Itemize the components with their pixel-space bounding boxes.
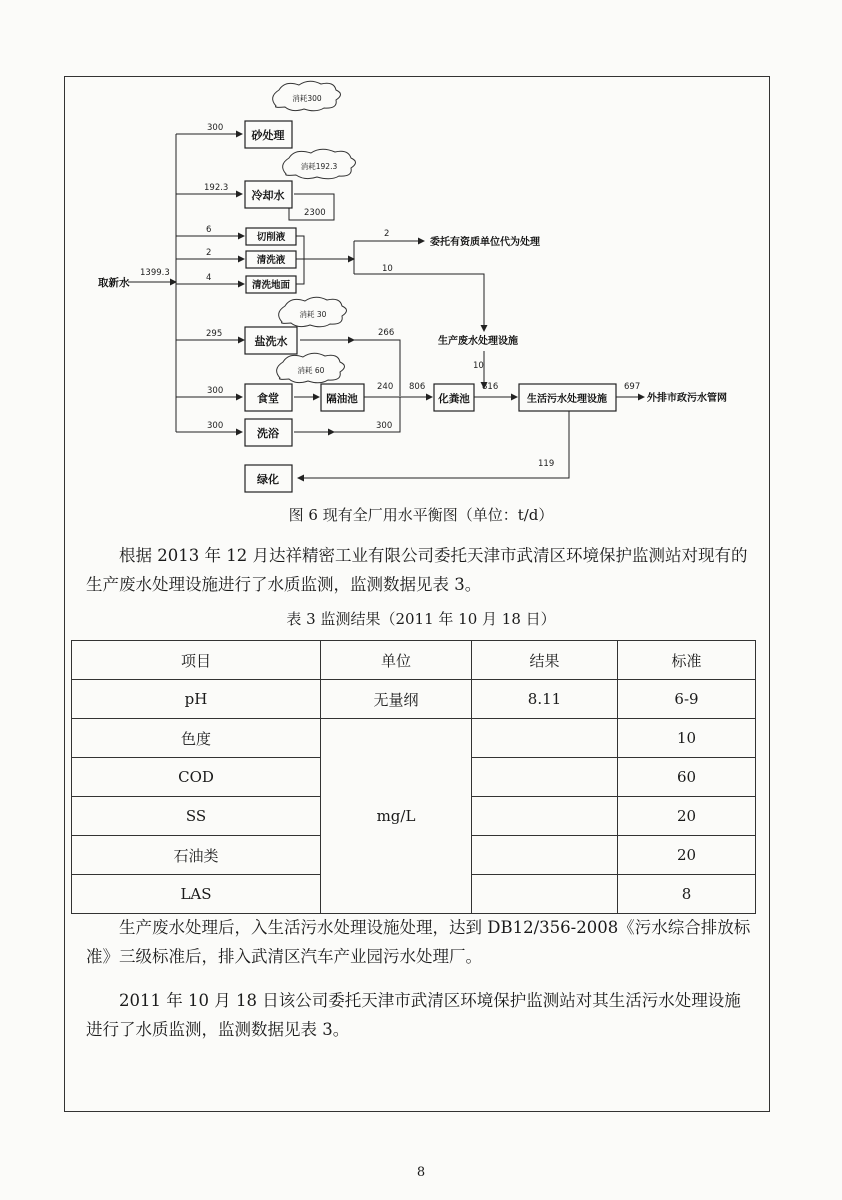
cell-standard: 20 — [618, 797, 756, 836]
table-row — [72, 680, 756, 719]
flow-septic-out: 816 — [482, 382, 499, 392]
cell-result — [472, 797, 618, 836]
flow-cooling: 192.3 — [204, 183, 229, 193]
label-cutting: 切削液 — [256, 232, 286, 243]
label-source: 取新水 — [98, 277, 130, 289]
cell-standard: 60 — [618, 758, 756, 797]
flow-cleaning-fluid: 2 — [206, 248, 212, 258]
label-domestic-treatment: 生活污水处理设施 — [527, 394, 607, 405]
cloud-label-sand: 消耗300 — [292, 94, 322, 103]
flow-sand: 300 — [207, 123, 224, 133]
cloud-label-canteen: 消耗 60 — [297, 366, 325, 375]
label-bathing: 洗浴 — [257, 427, 279, 440]
page-number: 8 — [416, 1165, 426, 1180]
label-discharge: 外排市政污水管网 — [647, 393, 727, 404]
figure-caption: 图 6 现有全厂用水平衡图（单位：t/d） — [288, 506, 554, 524]
table-title: 表 3 监测结果（2011 年 10 月 18 日） — [286, 610, 556, 628]
cell-result — [472, 836, 618, 875]
cell-result — [472, 719, 618, 758]
cell-standard: 6-9 — [618, 680, 756, 719]
paragraph-treatment: 生产废水处理后，入生活污水处理设施处理，达到 DB12/356-2008《污水综合排放标准》三级标准后，排入武清区汽车产业园污水处理厂。 — [86, 918, 751, 966]
flow-to-production: 10 — [382, 264, 393, 274]
cell-item: COD — [72, 758, 321, 797]
monitoring-results-table — [71, 640, 756, 914]
cell-standard: 20 — [618, 836, 756, 875]
water-balance-diagram — [64, 76, 770, 504]
label-production-treatment: 生产废水处理设施 — [438, 336, 518, 347]
flow-to-outsourced: 2 — [384, 229, 390, 239]
cell-item: LAS — [72, 875, 321, 914]
label-salt-spray: 盐洗水 — [254, 335, 288, 348]
flow-bathing: 300 — [207, 421, 224, 431]
cell-standard: 8 — [618, 875, 756, 914]
paragraph-monitoring: 2011 年 10 月 18 日该公司委托天津市武清区环境保护监测站对其生活污水处理设施进行了水质监测，监测数据见表 3。 — [86, 991, 741, 1039]
paragraph-intro: 根据 2013 年 12 月达祥精密工业有限公司委托天津市武清区环境保护监测站对现有的生产废水处理设施进行了水质监测，监测数据见表 3。 — [86, 546, 748, 594]
flow-to-septic: 806 — [409, 382, 426, 392]
flow-grease-out: 240 — [377, 382, 394, 392]
flow-to-discharge: 697 — [624, 382, 641, 392]
cell-item: pH — [72, 680, 321, 719]
label-grease-trap: 隔油池 — [326, 393, 358, 405]
header-result: 结果 — [472, 641, 618, 680]
table-header-row — [72, 641, 756, 680]
flow-salt-spray: 295 — [206, 329, 223, 339]
cloud-label-cooling: 消耗192.3 — [300, 162, 338, 171]
label-cleaning-fluid: 清洗液 — [256, 255, 286, 266]
cell-result — [472, 758, 618, 797]
label-outsourced: 委托有资质单位代为处理 — [430, 237, 540, 248]
label-sand: 砂处理 — [251, 129, 285, 142]
cell-standard: 10 — [618, 719, 756, 758]
flow-cutting: 6 — [206, 225, 212, 235]
flow-production-out: 10 — [473, 361, 484, 371]
flow-floor-cleaning: 4 — [206, 273, 212, 283]
table-row — [72, 719, 756, 758]
label-floor-cleaning: 清洗地面 — [251, 280, 291, 291]
cell-item: 石油类 — [72, 836, 321, 875]
flow-salt-out: 266 — [378, 328, 395, 338]
flow-canteen: 300 — [207, 386, 224, 396]
cell-item: SS — [72, 797, 321, 836]
label-septic: 化粪池 — [438, 393, 470, 405]
cell-result — [472, 875, 618, 914]
flow-to-greening: 119 — [538, 459, 555, 469]
flow-source: 1399.3 — [140, 268, 170, 278]
flow-cooling-loop: 2300 — [304, 208, 326, 218]
flow-bath-out: 300 — [376, 421, 393, 431]
cell-unit: 无量纲 — [321, 680, 472, 719]
cell-unit-merged: mg/L — [321, 719, 472, 914]
header-item: 项目 — [72, 641, 321, 680]
label-cooling: 冷却水 — [251, 189, 285, 202]
cell-item: 色度 — [72, 719, 321, 758]
label-greening: 绿化 — [257, 473, 279, 486]
header-standard: 标准 — [618, 641, 756, 680]
cloud-label-salt-spray: 消耗 30 — [299, 310, 327, 319]
header-unit: 单位 — [321, 641, 472, 680]
cell-result: 8.11 — [472, 680, 618, 719]
label-canteen: 食堂 — [257, 392, 279, 405]
